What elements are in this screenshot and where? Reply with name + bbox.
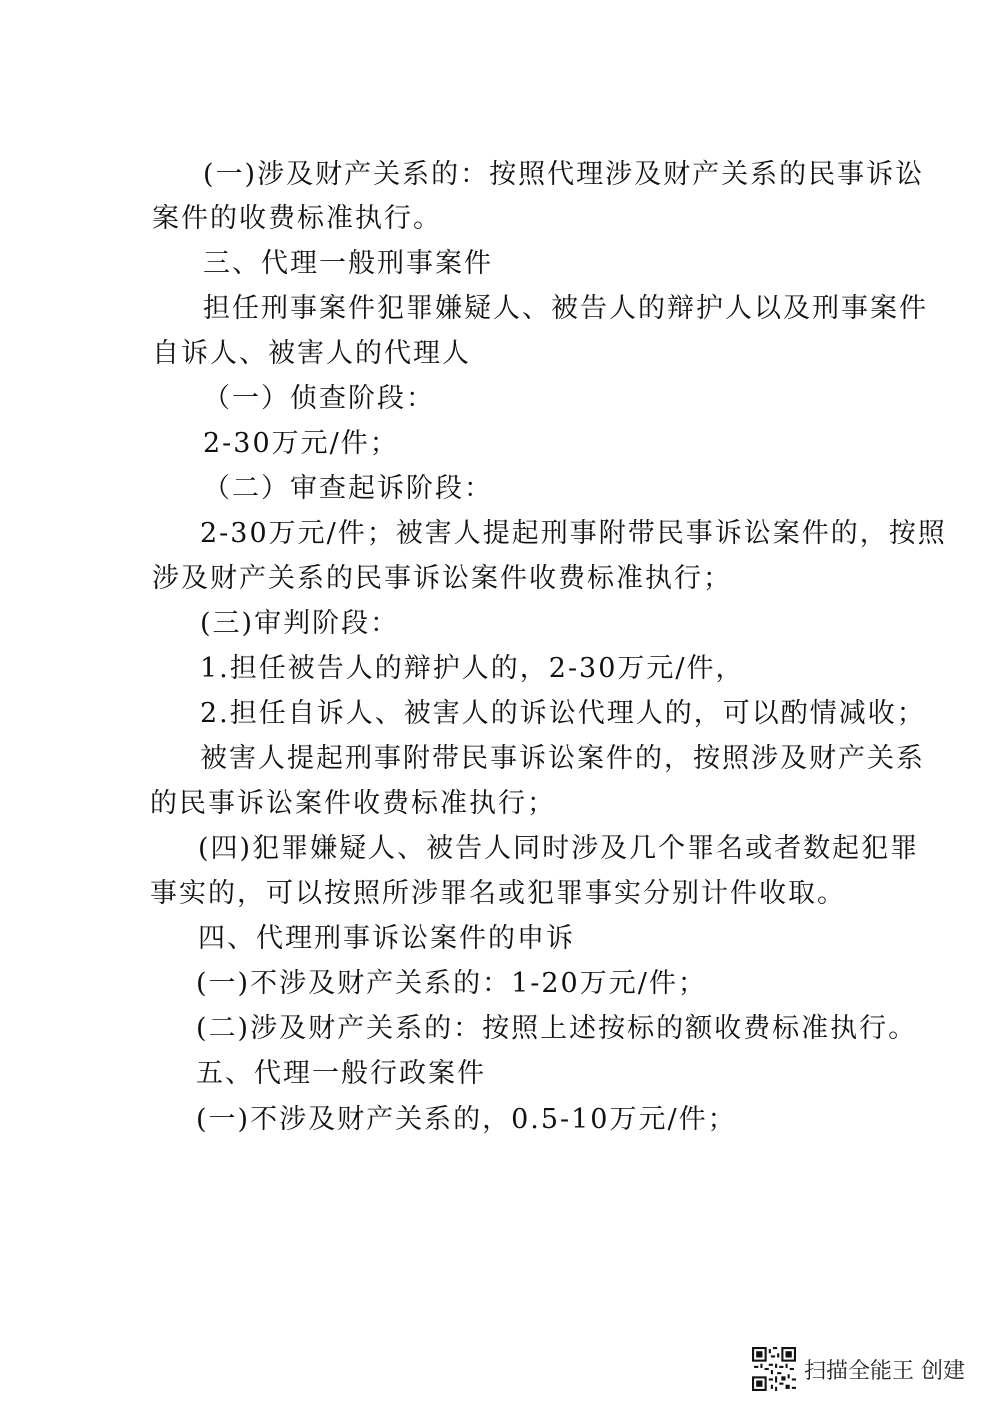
text-line: 的民事诉讼案件收费标准执行； [150,788,556,819]
text-line: （二）审查起诉阶段： [203,473,493,504]
text-line: 1.担任被告人的辩护人的，2-30万元/件， [200,653,745,684]
section-heading: 三、代理一般刑事案件 [203,248,493,279]
text-line: 2-30万元/件；被害人提起刑事附带民事诉讼案件的，按照 [200,518,947,549]
text-line: (三)审判阶段： [200,608,400,639]
text-line: 案件的收费标准执行。 [152,203,442,234]
text-line: 自诉人、被害人的代理人 [152,338,471,369]
text-line: (四)犯罪嫌疑人、被告人同时涉及几个罪名或者数起犯罪 [198,833,920,864]
watermark-label: 扫描全能王 创建 [804,1358,965,1384]
text-line: 涉及财产关系的民事诉讼案件收费标准执行； [152,563,732,594]
text-line: 事实的，可以按照所涉罪名或犯罪事实分别计件收取。 [150,878,846,909]
text-line: (一)不涉及财产关系的，0.5-10万元/件； [196,1104,737,1135]
text-line: 担任刑事案件犯罪嫌疑人、被告人的辩护人以及刑事案件 [203,293,928,324]
text-line: 2.担任自诉人、被害人的诉讼代理人的，可以酌情减收； [200,698,926,729]
text-line: 2-30万元/件； [203,428,399,459]
text-line: (一)涉及财产关系的：按照代理涉及财产关系的民事诉讼 [203,159,925,190]
section-heading: 五、代理一般行政案件 [196,1058,486,1089]
text-line: (二)涉及财产关系的：按照上述按标的额收费标准执行。 [196,1013,918,1044]
scanner-watermark [752,1347,965,1391]
qr-code-icon [752,1347,796,1391]
section-heading: 四、代理刑事诉讼案件的申诉 [198,923,575,954]
text-line: (一)不涉及财产关系的：1-20万元/件； [196,968,707,999]
text-line: （一）侦查阶段： [203,383,435,414]
text-line: 被害人提起刑事附带民事诉讼案件的，按照涉及财产关系 [200,743,925,774]
